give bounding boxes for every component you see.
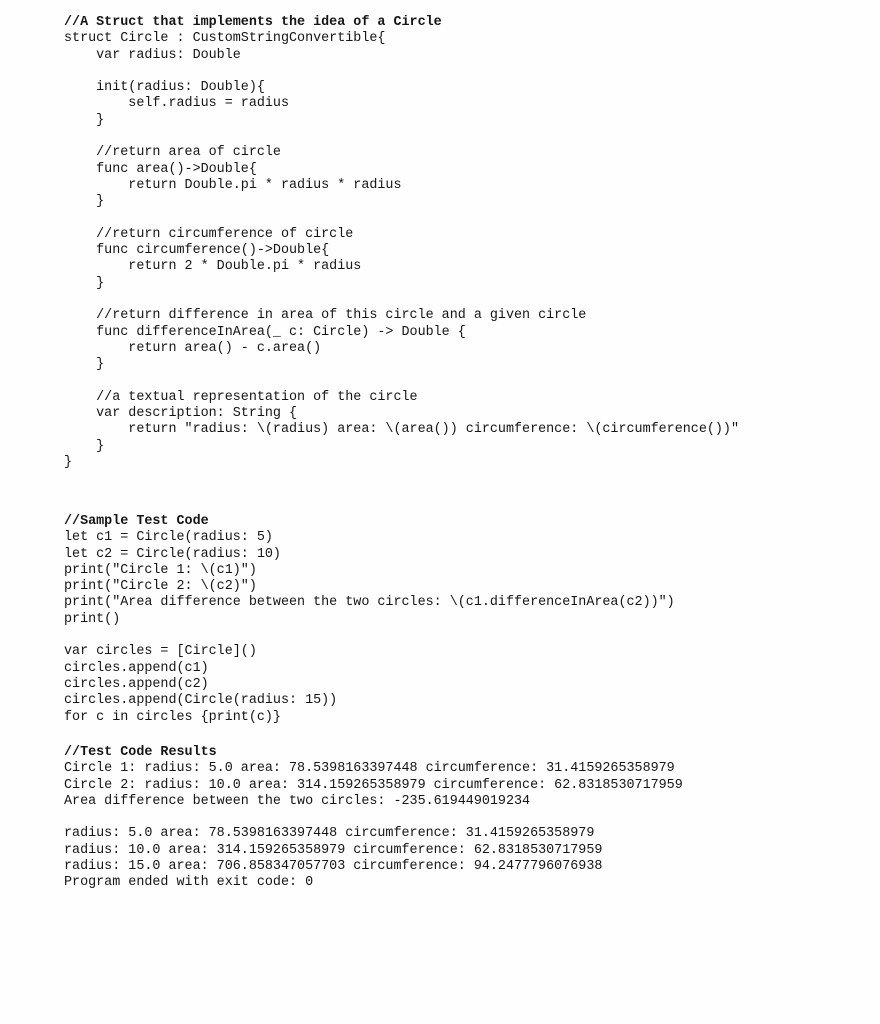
output-line: radius: 15.0 area: 706.858347057703 circumference: 94.2477796076938 (64, 859, 603, 875)
output-line: Circle 1: radius: 5.0 area: 78.5398163397448 circumference: 31.4159265358979 (64, 761, 675, 777)
code-line (64, 64, 739, 80)
output-line: Circle 2: radius: 10.0 area: 314.159265358979 circumference: 62.8318530717959 (64, 777, 683, 793)
code-line: var radius: Double (64, 47, 241, 63)
code-line: } (64, 455, 73, 471)
code-line (64, 211, 739, 227)
code-line: self.radius = radius (64, 96, 289, 112)
code-line: return Double.pi * radius * radius (64, 177, 402, 193)
output-line: Program ended with exit code: 0 (64, 875, 314, 891)
code-line: for c in circles {print(c)} (64, 709, 281, 725)
code-line: let c2 = Circle(radius: 10) (64, 546, 281, 562)
code-line: print("Circle 2: \(c2)") (64, 579, 257, 595)
code-line: //a textual representation of the circle (64, 389, 418, 405)
code-line: var circles = [Circle]() (64, 644, 257, 660)
code-line: let c1 = Circle(radius: 5) (64, 530, 273, 546)
code-line: circles.append(c2) (64, 676, 209, 692)
code-line: } (64, 438, 105, 454)
code-line: //return area of circle (64, 145, 281, 161)
code-line: print() (64, 611, 121, 627)
sample-comment-header: //Sample Test Code (64, 514, 209, 529)
code-line: func area()->Double{ (64, 161, 257, 177)
code-line: var description: String { (64, 406, 298, 422)
output-line: radius: 5.0 area: 78.5398163397448 circumference: 31.4159265358979 (64, 826, 595, 842)
results-comment-header: //Test Code Results (64, 745, 217, 760)
code-line: func differenceInArea(_ c: Circle) -> Double { (64, 324, 466, 340)
code-line: } (64, 112, 105, 128)
code-line: init(radius: Double){ (64, 80, 265, 96)
code-line: } (64, 194, 105, 210)
code-line (64, 292, 739, 308)
code-line (64, 628, 675, 644)
output-line (64, 810, 683, 826)
code-line: //return difference in area of this circle and a given circle (64, 308, 587, 324)
output-line: radius: 10.0 area: 314.159265358979 circumference: 62.8318530717959 (64, 842, 603, 858)
code-line: func circumference()->Double{ (64, 243, 330, 259)
code-line (64, 129, 739, 145)
struct-code-block (64, 15, 739, 471)
code-line: circles.append(Circle(radius: 15)) (64, 693, 338, 709)
code-line: return 2 * Double.pi * radius (64, 259, 362, 275)
code-line: //return circumference of circle (64, 226, 354, 242)
code-line: print("Circle 1: \(c1)") (64, 562, 257, 578)
code-line: } (64, 357, 105, 373)
output-line: Area difference between the two circles: -235.619449019234 (64, 793, 531, 809)
code-line: return "radius: \(radius) area: \(area()) circumference: \(circumference())" (64, 422, 739, 438)
code-line (64, 374, 739, 390)
code-line: } (64, 275, 105, 291)
code-line: print("Area difference between the two circles: \(c1.differenceInArea(c2))") (64, 595, 675, 611)
results-block (64, 745, 683, 892)
sample-code-block (64, 514, 675, 726)
code-line: return area() - c.area() (64, 340, 322, 356)
code-line: circles.append(c1) (64, 660, 209, 676)
struct-comment-header: //A Struct that implements the idea of a Circle (64, 15, 442, 30)
code-line: struct Circle : CustomStringConvertible{ (64, 31, 386, 47)
